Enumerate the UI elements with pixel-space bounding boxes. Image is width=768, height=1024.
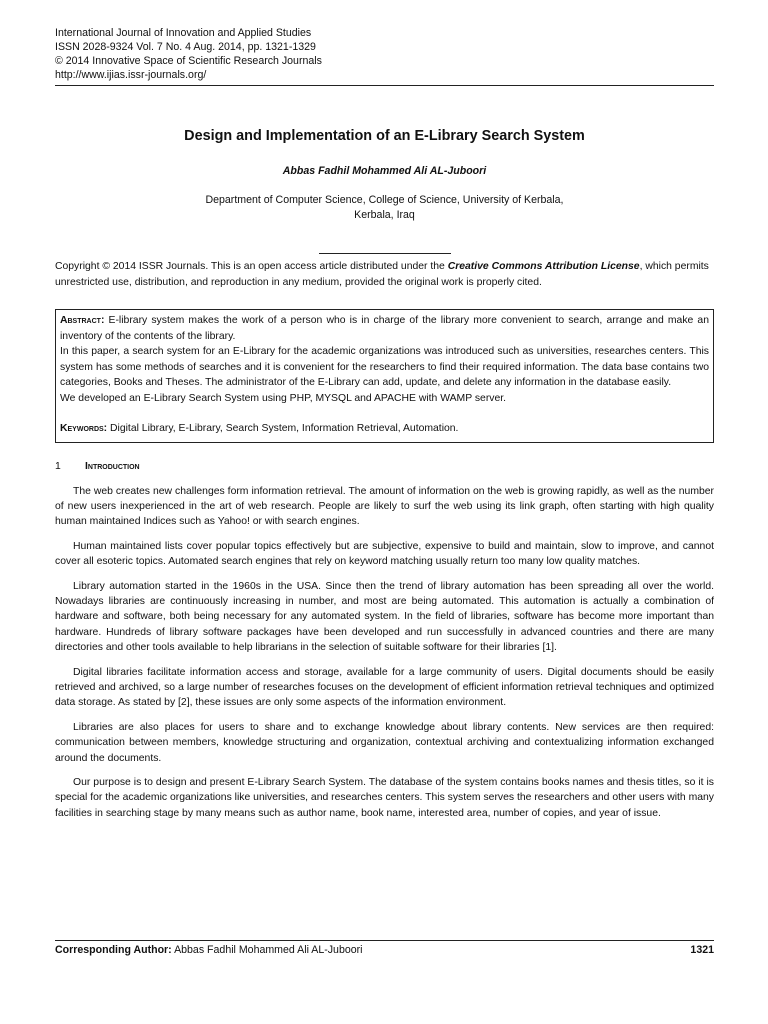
copyright-text: Copyright © 2014 ISSR Journals. This is an open access article distributed under the	[55, 261, 448, 272]
keywords-label: Keywords:	[60, 423, 108, 434]
body-paragraph: Digital libraries facilitate information access and storage, available for a large community of users. Digital documents should be easily retrieved and archived, so a large number of researches focuses on the development of efficient information retrieval techniques and optimized data storage. As stated by [2], these issues are only some aspects of the information environment.	[55, 666, 714, 709]
license-name: Creative Commons Attribution License	[447, 261, 640, 272]
journal-url[interactable]: http://www.ijias.issr-journals.org/	[55, 69, 207, 81]
abstract-text-1: E-library system makes the work of a person who is in charge of the library more convenient to search, arrange and make an inventory of the contents of the library.	[60, 315, 709, 342]
abstract-box	[55, 309, 714, 443]
page-number: 1321	[690, 944, 714, 956]
section-heading	[55, 461, 714, 472]
affiliation-line-1: Department of Computer Science, College of Science, University of Kerbala,	[205, 194, 564, 206]
corresponding-author-label: Corresponding Author:	[55, 944, 172, 956]
author-affiliation	[55, 193, 714, 223]
body-paragraph: Libraries are also places for users to share and to exchange knowledge about library contents. New services are then required: communication between members, knowledge structuring and organization, contextual archiving and contextualizing information exchanged around the documents.	[55, 721, 714, 764]
paper-author: Abbas Fadhil Mohammed Ali AL-Juboori	[282, 165, 487, 177]
copyright-note	[55, 259, 714, 290]
paper-page	[55, 26, 714, 821]
journal-name: International Journal of Innovation and Applied Studies	[55, 27, 312, 39]
copyright-divider	[319, 253, 451, 254]
affiliation-line-2: Kerbala, Iraq	[354, 209, 415, 221]
journal-issn: ISSN 2028-9324 Vol. 7 No. 4 Aug. 2014, pp. 1321-1329	[55, 41, 316, 53]
keywords	[60, 421, 709, 437]
section-body	[55, 484, 714, 822]
journal-copyright: © 2014 Innovative Space of Scientific Research Journals	[55, 55, 322, 67]
corresponding-author	[55, 944, 363, 956]
abstract-paragraph-1	[60, 313, 709, 344]
keywords-text: Digital Library, E-Library, Search System, Information Retrieval, Automation.	[107, 423, 459, 434]
journal-header	[55, 26, 714, 86]
body-paragraph: Library automation started in the 1960s in the USA. Since then the trend of library automation has been spreading all over the world. Nowadays libraries are continuously increasing in number, and most are being automated. This automation is actually a combination of hardware and software, both being necessary for any automated system. In the field of libraries, software has become more important than hardware. Hundreds of library software packages have been developed and run successfully in advanced countries and there are many directories and other tools available to help librarians in the selection of suitable software for their libraries [1].	[55, 580, 714, 654]
abstract-paragraph-3: We developed an E-Library Search System using PHP, MYSQL and APACHE with WAMP server.	[60, 392, 507, 404]
paper-title: Design and Implementation of an E-Library Search System	[184, 128, 585, 144]
header-divider	[55, 85, 714, 86]
page-footer	[55, 940, 714, 956]
copyright-text-end: , which permits unrestricted use, distribution, and reproduction in any medium, provided the original work is properly cited.	[55, 261, 709, 288]
body-paragraph: Our purpose is to design and present E-Library Search System. The database of the system contains books names and thesis titles, so it is special for the academic organizations like universities, and researches centers. This system serves the researchers and other users with many facilities in searching stage by many means such as author name, book name, interested area, number of copies, and year of issue.	[55, 777, 714, 819]
body-paragraph: The web creates new challenges form information retrieval. The amount of information on the web is growing rapidly, as well as the number of new users inexperienced in the art of web research. People are likely to surf the web using its link graph, often starting with high quality human maintained Indices such as Yahoo! or with search engines.	[55, 485, 714, 528]
footer-row	[55, 944, 714, 956]
abstract-label: Abstract:	[60, 315, 105, 326]
abstract-paragraph-2: In this paper, a search system for an E-Library for the academic organizations was introduced such as universities, researches centers. This system has some methods of searches and it is convenient for the researchers to find their required information. The data base contains two categories, Books and Theses. The administrator of the E-Library can add, update, and delete any information in the database easily.	[60, 346, 709, 388]
corresponding-author-name: Abbas Fadhil Mohammed Ali AL-Juboori	[171, 944, 363, 956]
footer-divider	[55, 940, 714, 941]
section-number: 1	[55, 460, 61, 472]
section-title: Introduction	[85, 460, 140, 472]
body-paragraph: Human maintained lists cover popular topics effectively but are subjective, expensive to build and maintain, slow to improve, and cannot cover all esoteric topics. Automated search engines that rely on keyword matching usually return too many low quality matches.	[55, 540, 714, 568]
